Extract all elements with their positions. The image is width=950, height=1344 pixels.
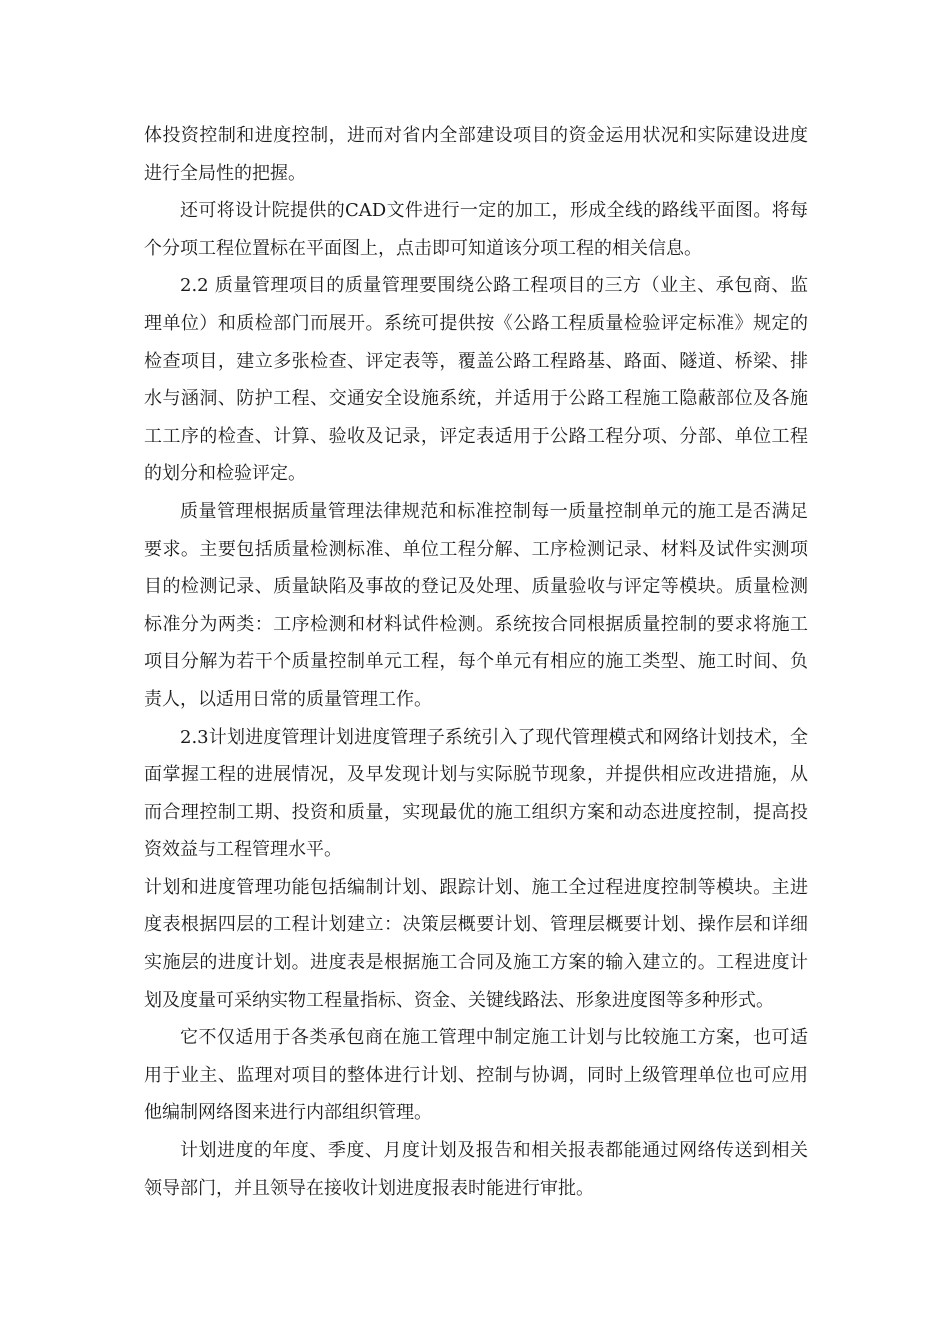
paragraph: 计划进度的年度、季度、月度计划及报告和相关报表都能通过网络传送到相关领导部门，并且领导在接收计划进度报表时能进行审批。 xyxy=(144,1140,808,1199)
paragraph: 2.2 质量管理项目的质量管理要围绕公路工程项目的三方（业主、承包商、监理单位）和质检部门而展开。系统可提供按《公路工程质量检验评定标准》规定的检查项目，建立多张检查、评定表等，覆盖公路工程路基、路面、隧道、桥梁、排水与涵洞、防护工程、交通安全设施系统，并适用于公路工程施工隐蔽部位及各施工工序的检查、计算、验收及记录，评定表适用于公路工程分项、分部、单位工程的划分和检验评定。 xyxy=(144,275,808,485)
body-text xyxy=(144,117,808,1207)
paragraph: 还可将设计院提供的CAD文件进行一定的加工，形成全线的路线平面图。将每个分项工程位置标在平面图上，点击即可知道该分项工程的相关信息。 xyxy=(144,200,808,259)
paragraph: 它不仅适用于各类承包商在施工管理中制定施工计划与比较施工方案，也可适用于业主、监理对项目的整体进行计划、控制与协调，同时上级管理单位也可应用他编制网络图来进行内部组织管理。 xyxy=(144,1027,808,1124)
paragraph: 计划和进度管理功能包括编制计划、跟踪计划、施工全过程进度控制等模块。主进度表根据四层的工程计划建立：决策层概要计划、管理层概要计划、操作层和详细实施层的进度计划。进度表是根据施工合同及施工方案的输入建立的。工程进度计划及度量可采纳实物工程量指标、资金、关键线路法、形象进度图等多种形式。 xyxy=(144,876,808,1011)
paragraph: 2.3计划进度管理计划进度管理子系统引入了现代管理模式和网络计划技术，全面掌握工程的进展情况，及早发现计划与实际脱节现象，并提供相应改进措施，从而合理控制工期、投资和质量，实现最优的施工组织方案和动态进度控制，提高投资效益与工程管理水平。 xyxy=(144,726,808,861)
paragraph: 体投资控制和进度控制，进而对省内全部建设项目的资金运用状况和实际建设进度进行全局性的把握。 xyxy=(144,125,808,184)
paragraph: 质量管理根据质量管理法律规范和标准控制每一质量控制单元的施工是否满足要求。主要包括质量检测标准、单位工程分解、工序检测记录、材料及试件实测项目的检测记录、质量缺陷及事故的登记及处理、质量验收与评定等模块。质量检测标准分为两类：工序检测和材料试件检测。系统按合同根据质量控制的要求将施工项目分解为若干个质量控制单元工程，每个单元有相应的施工类型、施工时间、负责人，以适用日常的质量管理工作。 xyxy=(144,500,808,710)
